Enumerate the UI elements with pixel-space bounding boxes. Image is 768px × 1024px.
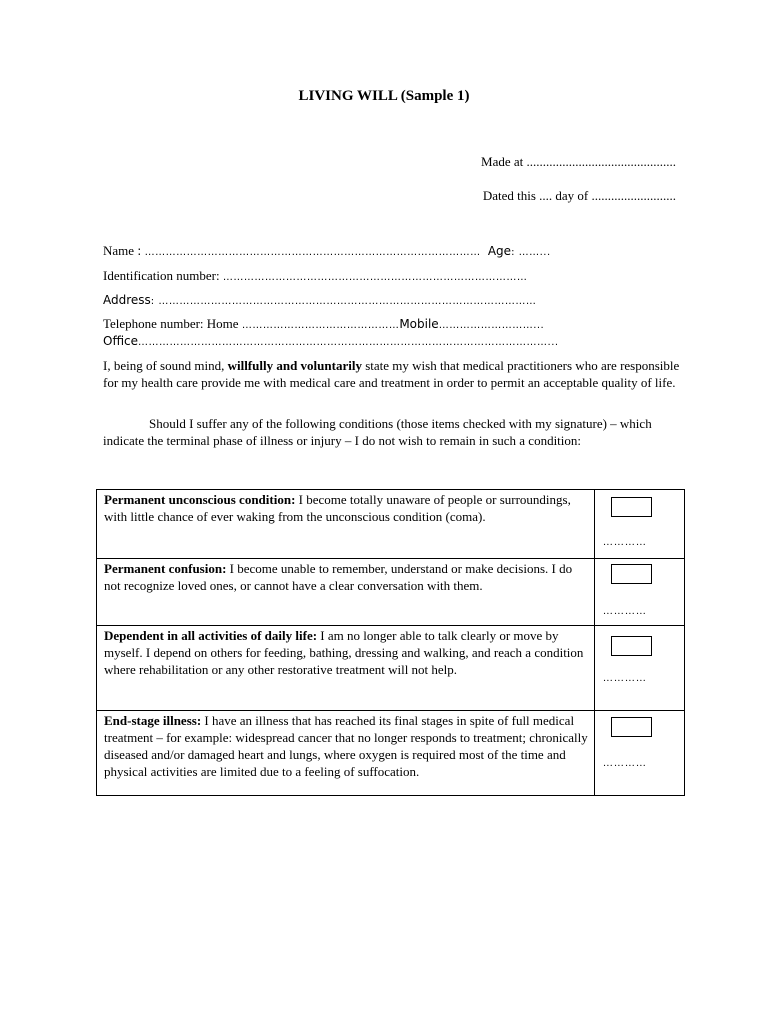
table-row xyxy=(97,490,685,559)
name-line xyxy=(103,243,551,259)
signature-field[interactable]: ………… xyxy=(602,758,647,769)
office-line xyxy=(103,333,559,349)
condition-signature-cell xyxy=(594,711,684,796)
condition-text: I am no longer able to talk clearly or move by myself. I depend on others for feeding, bathing, dressing and walking, and reach a condition where rehabilitation or any other restorative treatment will not help. xyxy=(104,628,584,677)
mobile-label: Mobile xyxy=(399,317,439,331)
id-number-line xyxy=(103,268,527,284)
telephone-line xyxy=(103,316,544,332)
dated-field[interactable]: .......................... xyxy=(591,188,676,203)
intro-before: I, being of sound mind, xyxy=(103,358,225,373)
conditions-table xyxy=(96,489,685,796)
condition-description xyxy=(97,626,595,711)
age-field[interactable]: : ……... xyxy=(511,247,551,258)
condition-checkbox[interactable] xyxy=(611,636,652,656)
table-row xyxy=(97,626,685,711)
office-label: Office xyxy=(103,334,139,348)
table-row xyxy=(97,711,685,796)
intro-paragraph xyxy=(103,357,683,391)
condition-description xyxy=(97,490,595,559)
id-number-label: Identification number: xyxy=(103,268,220,283)
made-at-line xyxy=(481,154,676,170)
made-at-label: Made at xyxy=(481,154,524,169)
condition-text: I become totally unaware of people or surroundings, with little chance of ever waking from the unconscious condition (coma). xyxy=(104,492,571,524)
condition-title: Dependent in all activities of daily life: xyxy=(104,628,318,643)
condition-text: I become unable to remember, understand or make decisions. I do not recognize loved ones, or cannot have a clear conversation with them. xyxy=(104,561,573,593)
condition-text: I have an illness that has reached its final stages in spite of full medical treatment – for example: widespread cancer that no longer responds to treatment; chronically diseased and/or damaged heart and lungs, where oxygen is required most of the time and physical activities are limited due to a feeling of suffocation. xyxy=(104,713,588,779)
condition-title: End-stage illness: xyxy=(104,713,202,728)
telephone-label: Telephone number: Home xyxy=(103,316,239,331)
condition-checkbox[interactable] xyxy=(611,497,652,517)
name-separator: : xyxy=(137,244,142,258)
document-title: LIVING WILL (Sample 1) xyxy=(298,88,470,104)
condition-title: Permanent confusion: xyxy=(104,561,227,576)
office-field[interactable]: ………………………………………………………………………………………………………... xyxy=(138,337,559,348)
conditions-intro: Should I suffer any of the following conditions (those items checked with my signature) – which indicate the terminal phase of illness or injury – I do not wish to remain in such a condition: xyxy=(103,416,652,448)
intro-bold: willfully and voluntarily xyxy=(227,358,362,373)
address-field[interactable]: : ……………………………………………………………………………………………… xyxy=(150,296,537,307)
condition-description xyxy=(97,711,595,796)
mobile-phone-field[interactable]: ………………………... xyxy=(438,320,545,331)
condition-title: Permanent unconscious condition: xyxy=(104,492,296,507)
address-label: Address xyxy=(103,293,151,307)
age-label: Age xyxy=(487,244,512,258)
intro-after: state my wish that medical practitioners who are responsible for my health care provide me with medical care and treatment in order to permit an acceptable quality of life. xyxy=(103,358,680,390)
dated-label: Dated this .... day of xyxy=(482,188,589,203)
name-label: Name xyxy=(103,243,135,258)
signature-field[interactable]: ………… xyxy=(602,606,647,617)
name-field[interactable]: …………………………………………………………………………………… xyxy=(144,247,481,258)
signature-field[interactable]: ………… xyxy=(602,537,647,548)
dated-line xyxy=(483,188,676,204)
home-phone-field[interactable]: ……………………………………… xyxy=(241,320,400,331)
condition-signature-cell xyxy=(594,559,684,626)
condition-checkbox[interactable] xyxy=(611,717,652,737)
id-number-field[interactable]: …………………………………………………………………………… xyxy=(222,272,528,283)
condition-checkbox[interactable] xyxy=(611,564,652,584)
condition-description xyxy=(97,559,595,626)
condition-signature-cell xyxy=(594,490,684,559)
address-line xyxy=(103,292,536,308)
table-row xyxy=(97,559,685,626)
condition-signature-cell xyxy=(594,626,684,711)
signature-field[interactable]: ………… xyxy=(602,673,647,684)
made-at-field[interactable]: .............................................. xyxy=(526,154,676,169)
